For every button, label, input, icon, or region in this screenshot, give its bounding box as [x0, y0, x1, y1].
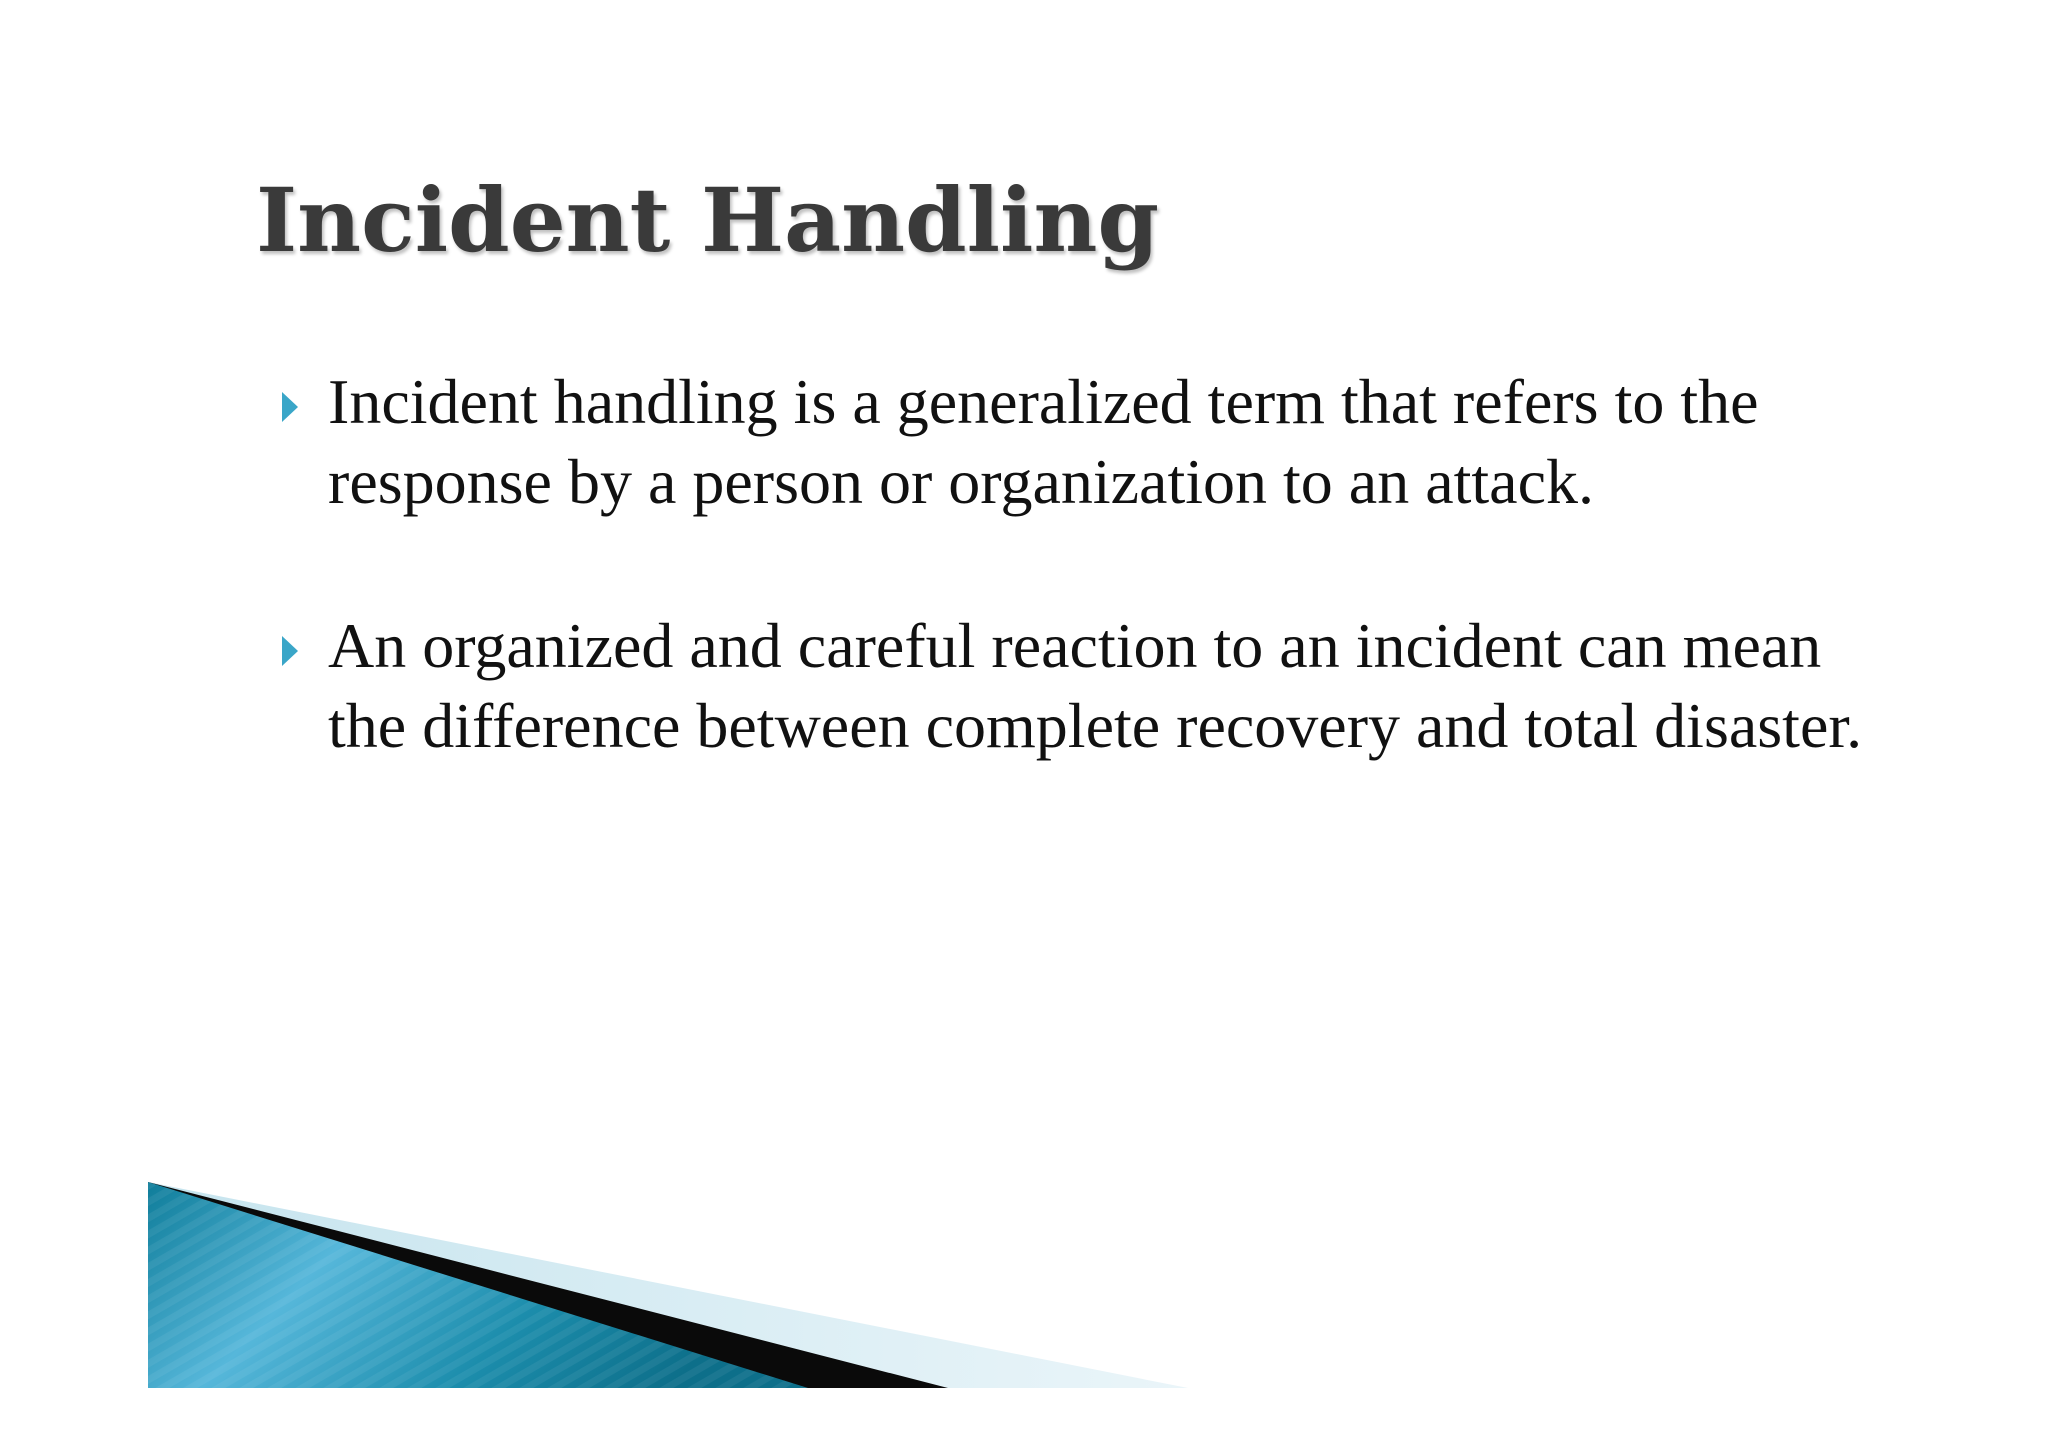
- bullet-item: [270, 606, 1870, 766]
- triangle-right-icon: [282, 392, 298, 422]
- slide-title: Incident Handling: [256, 168, 1159, 272]
- footer-swoosh-graphic: [148, 1182, 1188, 1388]
- bullet-item: [270, 362, 1870, 522]
- bullet-list: [270, 362, 1870, 850]
- bullet-text: Incident handling is a generalized term that refers to the response by a person or organization to an attack.: [328, 366, 1759, 517]
- triangle-right-icon: [282, 636, 298, 666]
- bullet-text: An organized and careful reaction to an incident can mean the difference between complete recovery and total disaster.: [328, 610, 1863, 761]
